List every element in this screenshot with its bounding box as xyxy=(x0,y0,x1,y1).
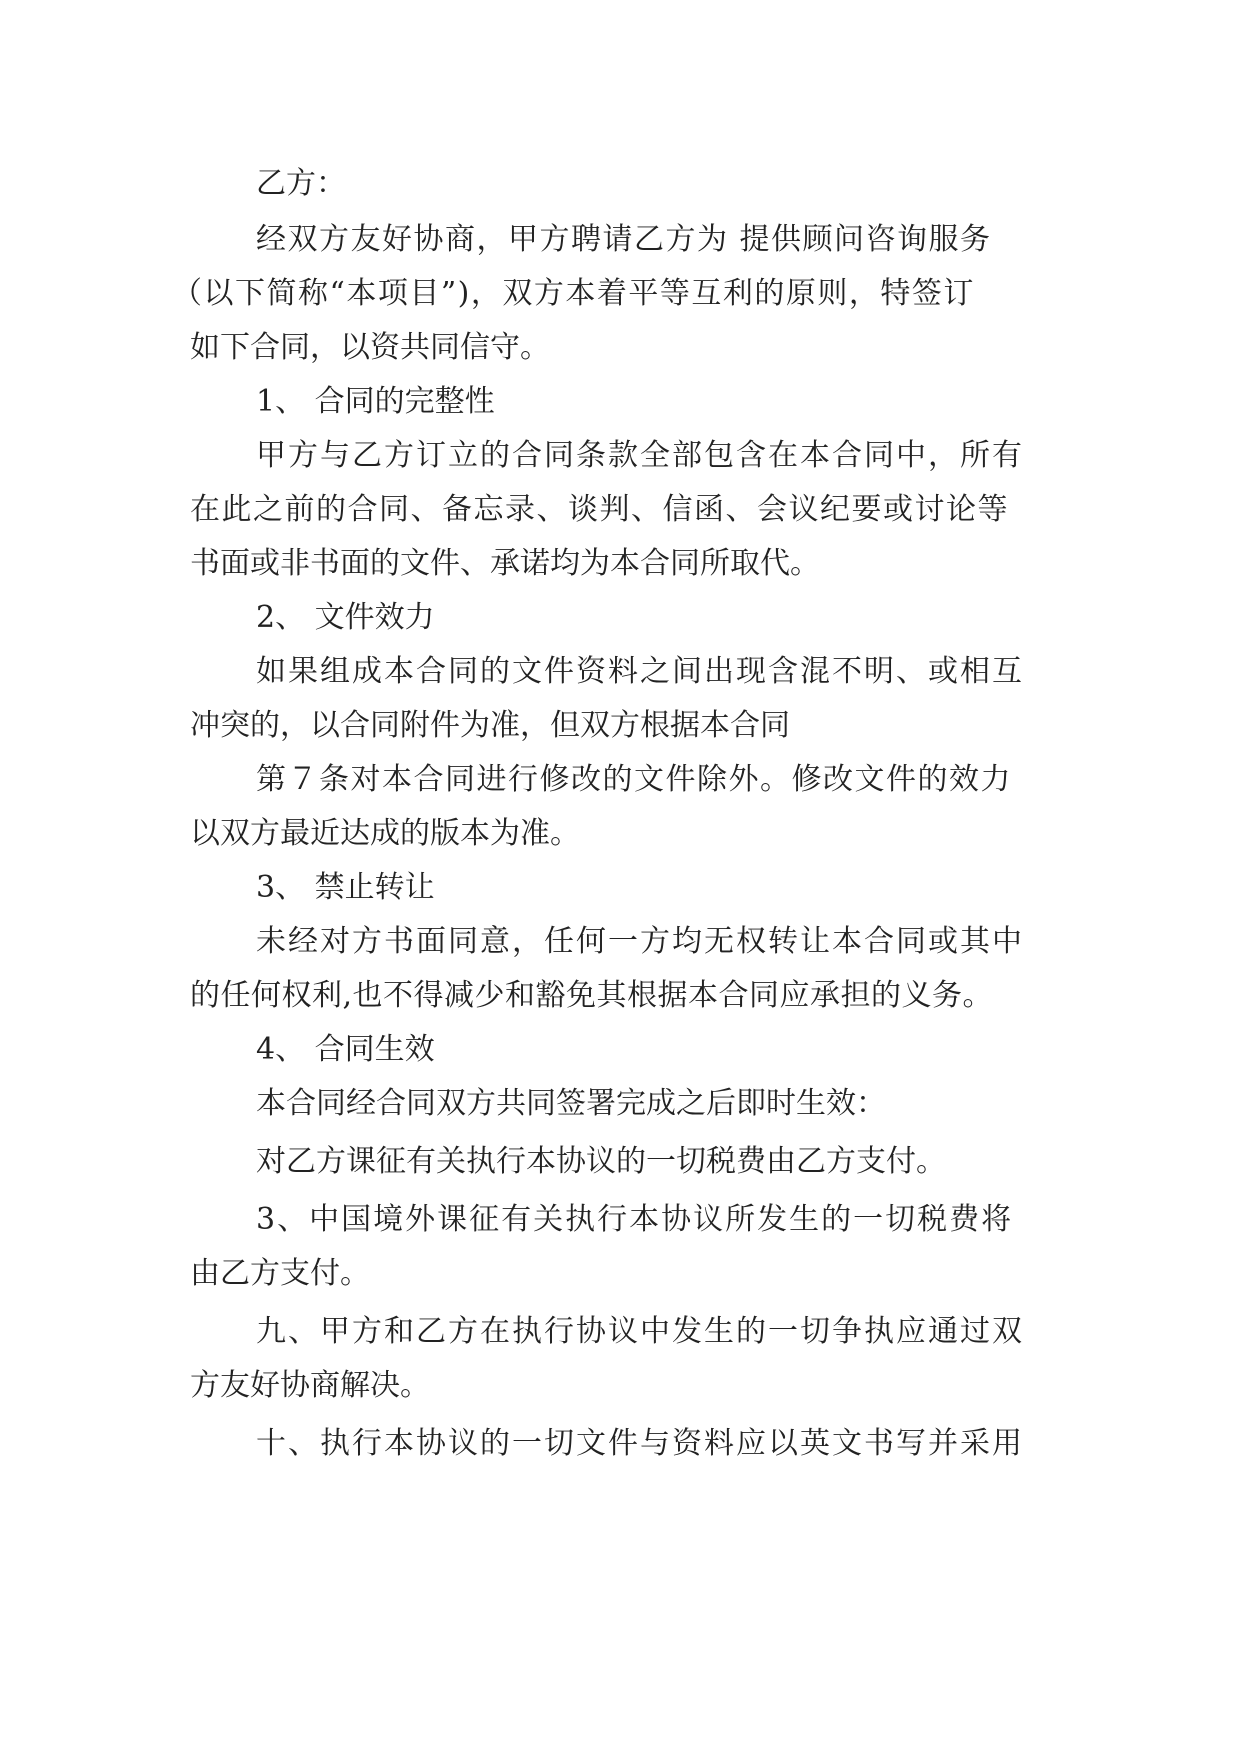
section-3-line-1: 未经对方书面同意，任何一方均无权转让本合同或其中 xyxy=(256,924,1024,959)
language-clause-line-1: 十、执行本协议的一切文件与资料应以英文书写并采用 xyxy=(256,1426,1024,1461)
section-2-line-2: 冲突的，以合同附件为准，但双方根据本合同 xyxy=(190,708,790,743)
intro-line-1: 经双方友好协商，甲方聘请乙方为 提供顾问咨询服务 xyxy=(256,222,992,257)
section-3-line-2: 的任何权利,也不得减少和豁免其根据本合同应承担的义务。 xyxy=(190,978,994,1013)
section-2-line-1: 如果组成本合同的文件资料之间出现含混不明、或相互 xyxy=(256,654,1024,689)
section-1-line-2: 在此之前的合同、备忘录、谈判、信函、会议纪要或讨论等 xyxy=(190,492,1009,527)
section-heading-3: 3、 禁止转让 xyxy=(256,870,435,905)
tax-clause-line-1: 3、中国境外课征有关执行本协议所发生的一切税费将 xyxy=(256,1202,1014,1237)
section-1-line-3: 书面或非书面的文件、承诺均为本合同所取代。 xyxy=(190,546,820,581)
section-2-line-3: 第７条对本合同进行修改的文件除外。修改文件的效力 xyxy=(256,762,1012,797)
intro-line-3: 如下合同，以资共同信守。 xyxy=(190,330,550,365)
party-b-label: 乙方： xyxy=(256,166,346,201)
intro-line-2: （以下简称“本项目”)，双方本着平等互利的原则，特签订 xyxy=(172,276,975,311)
dispute-clause-line-2: 方友好协商解决。 xyxy=(190,1368,430,1403)
dispute-clause-line-1: 九、甲方和乙方在执行协议中发生的一切争执应通过双 xyxy=(256,1314,1024,1349)
section-4-line-2: 对乙方课征有关执行本协议的一切税费由乙方支付。 xyxy=(256,1144,946,1179)
section-2-line-4: 以双方最近达成的版本为准。 xyxy=(190,816,580,851)
section-heading-4: 4、 合同生效 xyxy=(256,1032,435,1067)
section-heading-1: 1、 合同的完整性 xyxy=(256,384,495,419)
section-1-line-1: 甲方与乙方订立的合同条款全部包含在本合同中，所有 xyxy=(256,438,1024,473)
section-heading-2: 2、 文件效力 xyxy=(256,600,435,635)
tax-clause-line-2: 由乙方支付。 xyxy=(190,1256,370,1291)
section-4-line-1: 本合同经合同双方共同签署完成之后即时生效： xyxy=(256,1086,886,1121)
